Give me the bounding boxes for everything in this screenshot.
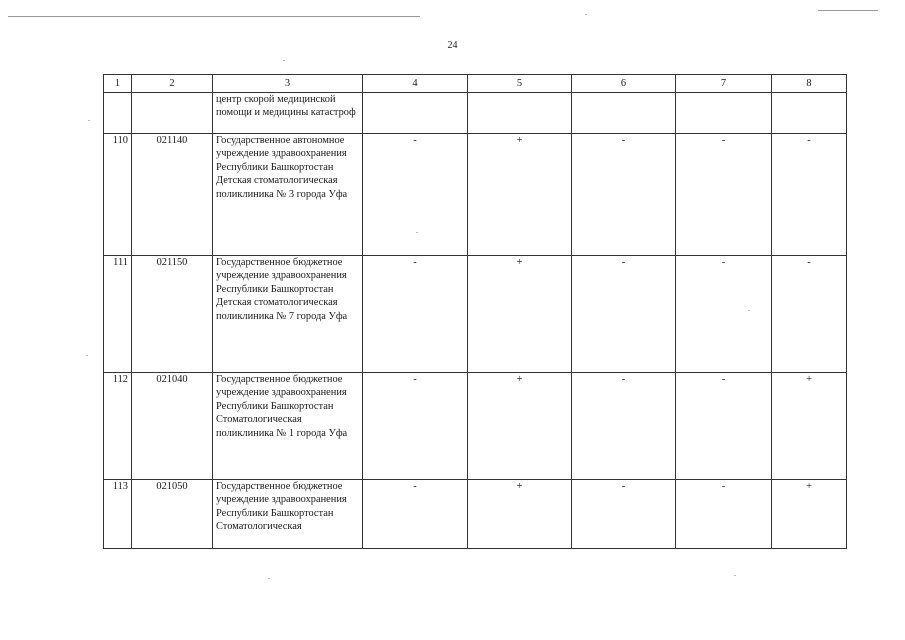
column-header-8: 8 [772,75,847,93]
column-4-cell: - [363,373,468,480]
scan-speck [88,120,90,121]
column-7-cell: - [676,480,772,549]
row-code-cell [132,93,213,134]
row-code-cell: 021040 [132,373,213,480]
column-8-cell: - [772,134,847,256]
column-4-cell [363,93,468,134]
column-header-3: 3 [213,75,363,93]
column-5-cell: + [468,134,572,256]
institution-name-cell: Государственное бюджетное учреждение здравоохранения Республики Башкортостан Детская стоматологическая поликлиника № 7 города Уфа [213,256,363,373]
column-4-cell: - [363,256,468,373]
column-7-cell: - [676,373,772,480]
table-row-continuation [104,93,847,134]
column-header-1: 1 [104,75,132,93]
table-row [104,480,847,549]
table-row [104,256,847,373]
institution-name-cell: Государственное бюджетное учреждение здравоохранения Республики Башкортостан Стоматологическая поликлиника № 1 города Уфа [213,373,363,480]
column-8-cell [772,93,847,134]
column-header-7: 7 [676,75,772,93]
institution-name-cell: Государственное бюджетное учреждение здравоохранения Республики Башкортостан Стоматологическая [213,480,363,549]
institution-name-cell: Государственное автономное учреждение здравоохранения Республики Башкортостан Детская стоматологическая поликлиника № 3 города Уфа [213,134,363,256]
scan-speck [283,60,285,61]
document-table [103,74,847,549]
row-number-cell: 113 [104,480,132,549]
column-6-cell: - [572,373,676,480]
table-row [104,134,847,256]
column-4-cell: - [363,134,468,256]
column-7-cell: - [676,256,772,373]
column-8-cell: + [772,480,847,549]
column-5-cell [468,93,572,134]
column-6-cell [572,93,676,134]
column-5-cell: + [468,256,572,373]
row-code-cell: 021150 [132,256,213,373]
column-6-cell: - [572,256,676,373]
row-number-cell: 111 [104,256,132,373]
page-number: 24 [447,40,458,51]
row-number-cell [104,93,132,134]
institution-name-cell: центр скорой медицинской помощи и медицины катастроф [213,93,363,134]
table-header-row [104,75,847,93]
column-8-cell: + [772,373,847,480]
column-5-cell: + [468,480,572,549]
column-header-5: 5 [468,75,572,93]
column-header-2: 2 [132,75,213,93]
column-header-4: 4 [363,75,468,93]
scan-speck [734,575,736,576]
row-number-cell: 112 [104,373,132,480]
column-6-cell: - [572,480,676,549]
row-code-cell: 021140 [132,134,213,256]
column-4-cell: - [363,480,468,549]
column-7-cell: - [676,134,772,256]
column-8-cell: - [772,256,847,373]
scan-line-top-right [818,10,878,11]
column-header-6: 6 [572,75,676,93]
table-row [104,373,847,480]
scan-speck [86,355,88,356]
row-code-cell: 021050 [132,480,213,549]
scan-speck [585,14,587,15]
column-7-cell [676,93,772,134]
row-number-cell: 110 [104,134,132,256]
scan-speck [268,578,270,579]
column-6-cell: - [572,134,676,256]
scan-line-top-left [8,16,420,17]
column-5-cell: + [468,373,572,480]
